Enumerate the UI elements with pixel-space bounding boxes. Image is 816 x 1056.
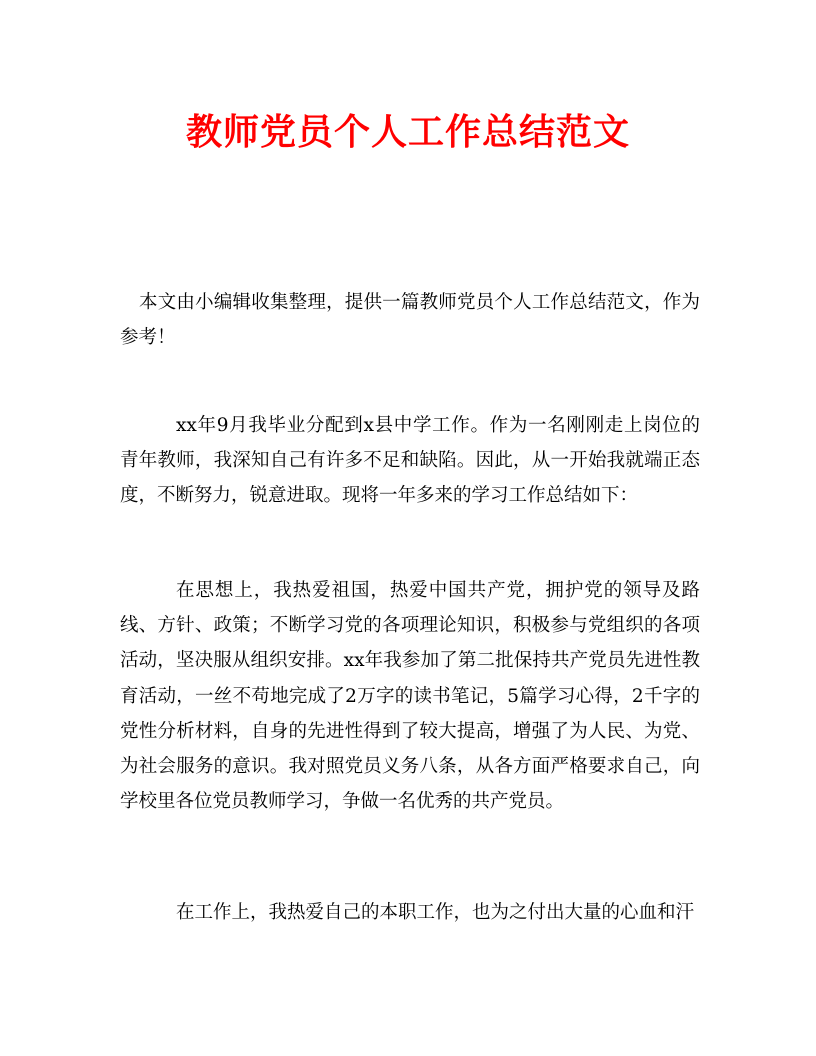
- intro-paragraph: 本文由小编辑收集整理，提供一篇教师党员个人工作总结范文，作为参考！: [120, 292, 700, 349]
- body-paragraph-2: 在思想上，我热爱祖国，热爱中国共产党，拥护党的领导及路线、方针、政策；不断学习党的各项理论知识，积极参与党组织的各项活动，坚决服从组织安排。xx年我参加了第二批保持共产党员先进性教育活动，一丝不苟地完成了2万字的读书笔记，5篇学习心得，2千字的党性分析材料，自身的先进性得到了较大提高，增强了为人民、为党、为社会服务的意识。我对照党员义务八条，从各方面严格要求自己，向学校里各位党员教师学习，争做一名优秀的共产党员。: [120, 580, 700, 813]
- document-title: 教师党员个人工作总结范文: [185, 111, 630, 153]
- body-paragraph-1: xx年9月我毕业分配到x县中学工作。作为一名刚刚走上岗位的青年教师，我深知自己有许多不足和缺陷。因此，从一开始我就端正态度，不断努力，锐意进取。现将一年多来的学习工作总结如下：: [120, 415, 700, 507]
- body-paragraph-3: 在工作上，我热爱自己的本职工作，也为之付出大量的心血和汗: [176, 902, 695, 923]
